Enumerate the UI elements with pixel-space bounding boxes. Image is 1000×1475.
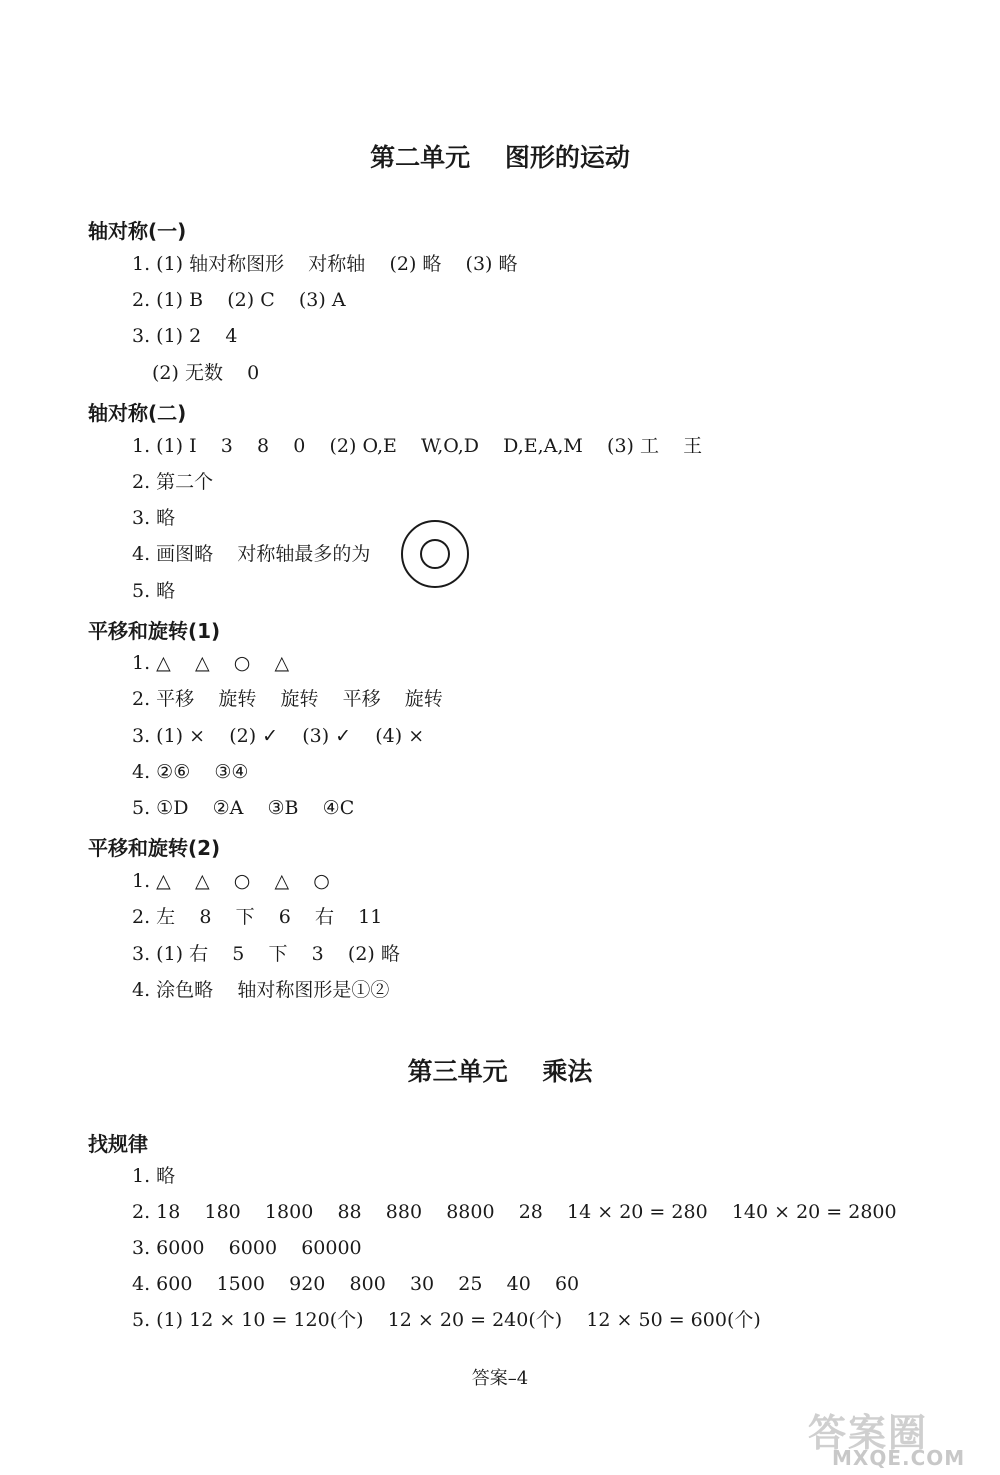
page-number: 答案–4 xyxy=(471,1368,529,1389)
answer-line: 2. 左 8 下 6 右 11 xyxy=(132,906,383,928)
section-heading: 找规律 xyxy=(88,1132,148,1156)
unit-title: 第二单元 图形的运动 xyxy=(370,143,630,172)
answer-line: 3. 6000 6000 60000 xyxy=(132,1237,362,1259)
answer-line: 1. (1) 轴对称图形 对称轴 (2) 略 (3) 略 xyxy=(132,253,518,275)
watermark-url: MXQE.COM xyxy=(832,1446,966,1470)
answer-line: 4. 涂色略 轴对称图形是①② xyxy=(132,979,390,1001)
answer-line: 3. (1) 右 5 下 3 (2) 略 xyxy=(132,943,400,965)
answer-line: 4. 600 1500 920 800 30 25 40 60 xyxy=(132,1273,580,1295)
section-heading: 轴对称(二) xyxy=(88,401,187,425)
answer-line: 2. (1) B (2) C (3) A xyxy=(132,289,346,311)
section-heading: 平移和旋转(2) xyxy=(88,836,221,860)
answer-line: 2. 18 180 1800 88 880 8800 28 14 × 20 = 280 140 × 20 = 2800 xyxy=(132,1201,897,1223)
answer-line: 5. 略 xyxy=(132,580,176,602)
answer-line: (2) 无数 0 xyxy=(152,362,260,384)
section-heading: 轴对称(一) xyxy=(88,219,187,243)
unit-title: 第三单元 乘法 xyxy=(407,1057,593,1086)
watermark-logo-text: 答案圈 xyxy=(808,1411,929,1455)
answer-line: 3. (1) × (2) ✓ (3) ✓ (4) × xyxy=(132,725,425,747)
answer-line: 2. 第二个 xyxy=(132,471,214,493)
answer-line: 3. 略 xyxy=(132,507,176,529)
answer-line: 2. 平移 旋转 旋转 平移 旋转 xyxy=(132,688,443,710)
answer-line: 1. △ △ ○ △ xyxy=(132,652,290,674)
answer-line: 5. (1) 12 × 10 = 120(个) 12 × 20 = 240(个) 12 × 50 = 600(个) xyxy=(132,1309,761,1331)
answer-line: 1. (1) I 3 8 0 (2) O,E W,O,D D,E,A,M (3) 工 王 xyxy=(132,435,703,457)
answer-line: 3. (1) 2 4 xyxy=(132,325,238,347)
answer-line: 5. ①D ②A ③B ④C xyxy=(132,797,355,819)
concentric-circle-inner xyxy=(420,539,450,569)
answer-line: 4. 画图略 对称轴最多的为 xyxy=(132,543,371,565)
answer-line: 4. ②⑥ ③④ xyxy=(132,761,249,783)
answer-line: 1. △ △ ○ △ ○ xyxy=(132,870,330,892)
section-heading: 平移和旋转(1) xyxy=(88,619,221,643)
watermark-logo xyxy=(808,1402,993,1472)
answer-line: 1. 略 xyxy=(132,1165,176,1187)
